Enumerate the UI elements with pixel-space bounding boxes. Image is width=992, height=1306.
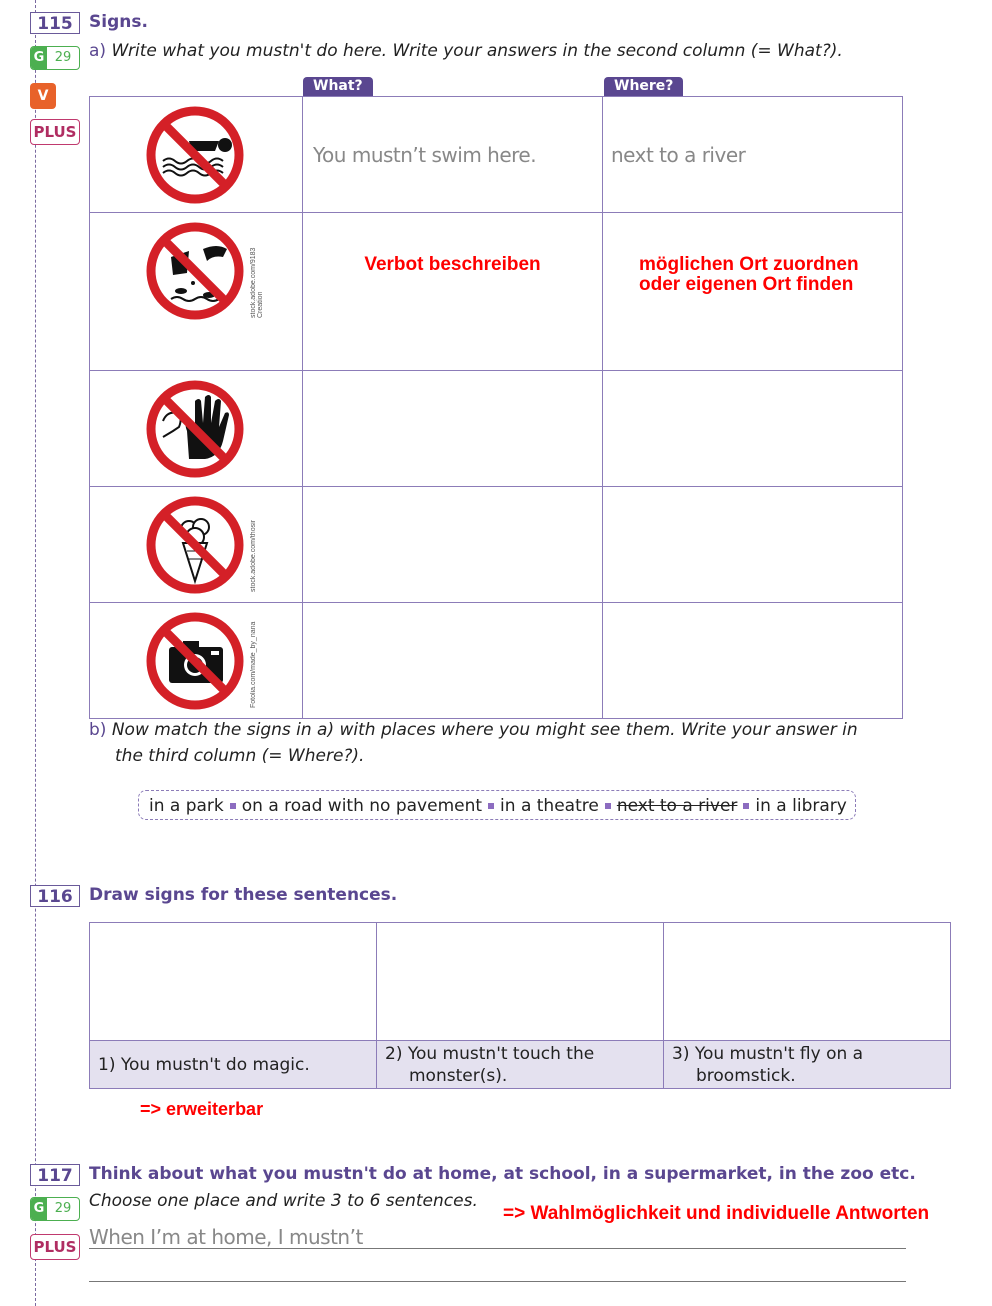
where-answer — [603, 417, 613, 441]
word-option: in a park — [149, 796, 224, 816]
no-entry-hand-icon — [145, 379, 245, 479]
what-cell[interactable] — [303, 603, 603, 719]
teacher-note-extendable: => erweiterbar — [140, 1099, 264, 1119]
signs-table — [89, 96, 903, 719]
what-answer — [303, 533, 313, 557]
exercise-title-117: Think about what you mustn't do at home, at school, in a supermarket, in the zoo etc. — [89, 1164, 916, 1184]
table-row — [90, 603, 903, 719]
separator-square-icon — [605, 803, 611, 809]
where-cell[interactable] — [603, 97, 903, 213]
part-b-line2: the third column (= Where?). — [115, 746, 365, 766]
plus-badge: PLUS — [30, 119, 80, 145]
caption-cell — [90, 1041, 377, 1089]
word-option: in a theatre — [500, 796, 599, 816]
part-b-label: b) — [89, 720, 107, 740]
plus-badge: PLUS — [30, 1234, 80, 1260]
caption-3-line1: 3) You mustn't fly on a — [672, 1043, 864, 1064]
what-cell[interactable] — [303, 371, 603, 487]
grammar-badge — [30, 1197, 80, 1221]
no-swimming-icon — [145, 105, 245, 205]
no-feeding-fish-icon — [145, 221, 245, 321]
word-option: in a library — [755, 796, 847, 816]
sign-cell — [90, 371, 303, 487]
what-answer — [303, 649, 313, 673]
teacher-note-what: Verbot beschreiben — [364, 254, 541, 275]
what-answer: You mustn’t swim here. — [313, 142, 537, 167]
exercise-title-115: Signs. — [89, 12, 148, 32]
part-b-line1: Now match the signs in a) with places where you might see them. Write your answer in — [111, 720, 858, 740]
caption-1: 1) You mustn't do magic. — [98, 1054, 310, 1075]
what-answer — [303, 417, 313, 441]
exercise-number-117: 117 — [30, 1164, 80, 1186]
grammar-number: 29 — [54, 50, 72, 65]
where-cell[interactable] — [603, 487, 903, 603]
column-header-where: Where? — [604, 77, 683, 96]
caption-cell — [664, 1041, 951, 1089]
drawing-area[interactable] — [377, 923, 664, 1041]
where-answer — [603, 533, 613, 557]
where-cell[interactable] — [603, 213, 903, 371]
word-option-struck: next to a river — [616, 796, 738, 816]
drawing-row — [90, 923, 951, 1041]
word-option: on a road with no pavement — [241, 796, 483, 816]
grammar-letter: G — [31, 1198, 47, 1220]
sign-cell — [90, 603, 303, 719]
no-ice-cream-icon — [145, 495, 245, 595]
what-cell[interactable] — [303, 97, 603, 213]
instruction-a — [89, 41, 843, 61]
margin-dashed-line — [35, 0, 36, 1306]
caption-row — [90, 1041, 951, 1089]
instruction-117: Choose one place and write 3 to 6 sentences. — [89, 1191, 478, 1211]
caption-2-line1: 2) You mustn't touch the — [385, 1043, 595, 1064]
exercise-title-116: Draw signs for these sentences. — [89, 885, 398, 905]
vocabulary-badge: V — [30, 83, 56, 109]
answer-start-text: When I’m at home, I mustn’t — [89, 1225, 363, 1249]
where-answer: next to a river — [611, 142, 746, 167]
separator-square-icon — [488, 803, 494, 809]
teacher-note-where-line2: oder eigenen Ort finden — [639, 274, 854, 295]
exercise-number-116: 116 — [30, 885, 80, 907]
what-cell[interactable] — [303, 487, 603, 603]
image-credit: stock.adobe.com/9183 Creation — [250, 247, 264, 318]
table-row — [90, 371, 903, 487]
teacher-note-individual: => Wahlmöglichkeit und individuelle Antworten — [503, 1203, 930, 1224]
grammar-badge — [30, 46, 80, 70]
separator-square-icon — [743, 803, 749, 809]
table-row — [90, 213, 903, 371]
sign-cell — [90, 97, 303, 213]
table-row — [90, 97, 903, 213]
what-cell[interactable] — [303, 213, 603, 371]
caption-3-line2: broomstick. — [696, 1065, 796, 1086]
caption-2-line2: monster(s). — [409, 1065, 508, 1086]
drawing-area[interactable] — [90, 923, 377, 1041]
drawing-area[interactable] — [664, 923, 951, 1041]
part-a-label: a) — [89, 41, 107, 61]
sign-cell — [90, 213, 303, 371]
separator-square-icon — [230, 803, 236, 809]
no-photography-icon — [145, 611, 245, 711]
caption-cell — [377, 1041, 664, 1089]
draw-signs-table — [89, 922, 951, 1089]
where-answer — [603, 649, 613, 673]
where-cell[interactable] — [603, 603, 903, 719]
part-a-text: Write what you mustn't do here. Write your answers in the second column (= What?). — [111, 41, 843, 61]
answer-line-2[interactable] — [89, 1281, 906, 1282]
sign-cell — [90, 487, 303, 603]
grammar-letter: G — [31, 47, 47, 69]
image-credit: Fotolia.com/made_by_nana — [250, 621, 257, 708]
exercise-number-115: 115 — [30, 12, 80, 34]
word-box — [138, 790, 856, 820]
column-header-what: What? — [303, 77, 373, 96]
where-cell[interactable] — [603, 371, 903, 487]
grammar-number: 29 — [54, 1201, 72, 1216]
instruction-b — [89, 720, 858, 740]
table-row — [90, 487, 903, 603]
teacher-note-where-line1: möglichen Ort zuordnen — [639, 254, 859, 275]
image-credit: stock.adobe.com/thosir — [250, 520, 257, 592]
